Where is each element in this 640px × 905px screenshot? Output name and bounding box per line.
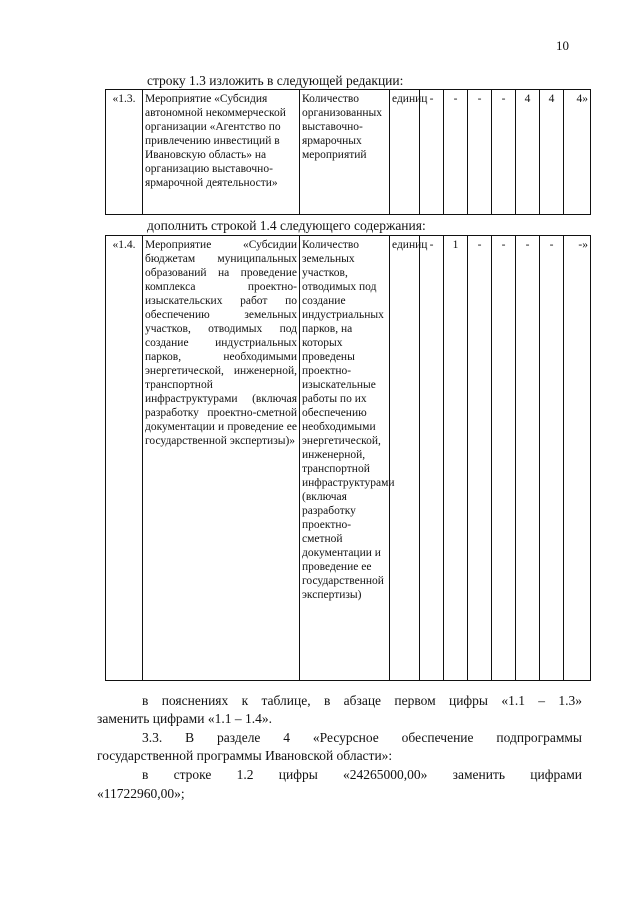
value-cell: 1 [444,236,468,681]
value-cell: - [516,236,540,681]
row-number: «1.4. [106,236,143,681]
event-cell: Мероприятие «Субсидия автономной некоммерческой организации «Агентство по привлечению инвестиций в Ивановскую область» на организацию выставочно-ярмарочной деятельности» [143,90,300,215]
intro-row-1-3: строку 1.3 изложить в следующей редакции: [147,73,404,88]
value-cell: 4 [516,90,540,215]
unit-cell: единиц [390,236,420,681]
row-number: «1.3. [106,90,143,215]
event-cell: Мероприятие «Субсидии бюджетам муниципальных образований на проведение комплекса проектно-изыскательских работ по обеспечению земельных участков, отводимых под создание индустриальных парков, необходимыми энергетической, инженерной, транспортной инфраструктурами (включая разработку проектно-сметной документации и проведение ее государственной экспертизы)» [143,236,300,681]
value-cell: - [420,236,444,681]
value-cell: - [468,236,492,681]
paragraph-explanations-line-1: в пояснениях к таблице, в абзаце первом цифры «1.1 – 1.3» [142,693,582,708]
intro-row-1-4: дополнить строкой 1.4 следующего содержания: [147,218,426,233]
page-number: 10 [556,38,569,53]
table-row-1-4 [105,235,591,681]
indicator-cell: Количество земельных участков, отводимых под создание индустриальных парков, на которых проведены проектно-изыскательные работы по их обеспечению необходимыми энергетической, инженерной, транспортной инфраструктурами (включая разработку проектно-сметной документации и проведение ее государственной экспертизы) [300,236,390,681]
value-cell: - [492,90,516,215]
paragraph-explanations-line-2: заменить цифрами «1.1 – 1.4». [97,711,272,726]
value-cell: -» [564,236,591,681]
unit-cell: единиц [390,90,420,215]
value-cell: - [492,236,516,681]
indicator-cell: Количество организованных выставочно-ярмарочных мероприятий [300,90,390,215]
paragraph-row-1-2-line-2: «11722960,00»; [97,786,185,801]
value-cell: - [540,236,564,681]
value-cell: 4 [540,90,564,215]
paragraph-section-3-3-line-2: государственной программы Ивановской области»: [97,748,393,763]
paragraph-section-3-3-line-1: 3.3. В разделе 4 «Ресурсное обеспечение подпрограммы [142,730,582,745]
value-cell: - [444,90,468,215]
value-cell: - [420,90,444,215]
value-cell: 4» [564,90,591,215]
paragraph-row-1-2-line-1: в строке 1.2 цифры «24265000,00» заменить цифрами [142,767,582,782]
table-row-1-3 [105,89,591,215]
value-cell: - [468,90,492,215]
